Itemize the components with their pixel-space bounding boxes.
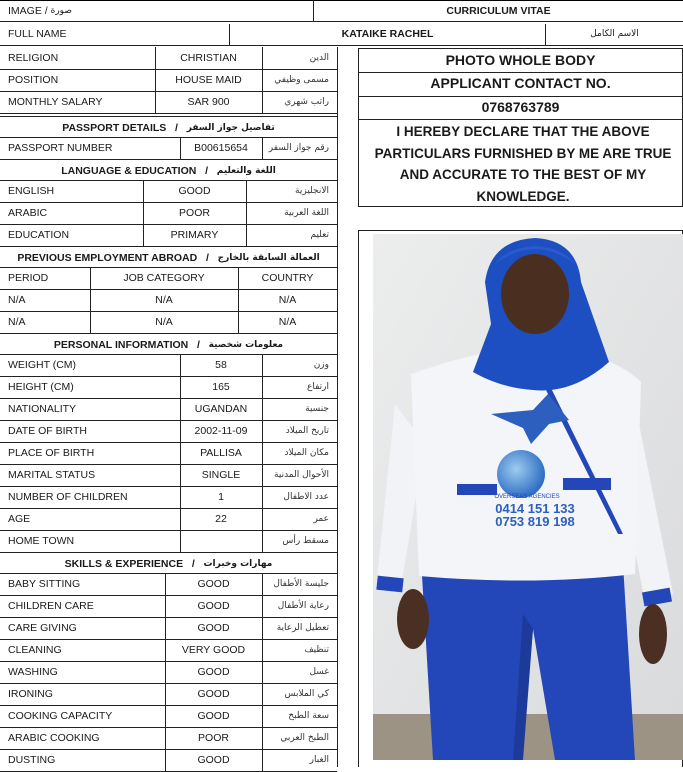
skill-row-label: CLEANING: [8, 644, 62, 656]
language-heading: [0, 161, 337, 180]
skill-row-label-ar: الطبخ العربي: [280, 733, 329, 743]
divider: [262, 573, 263, 595]
personal-row-label: NUMBER OF CHILDREN: [8, 491, 128, 503]
personal-row-label-ar: جنسية: [305, 404, 329, 414]
shirt-phone-2: 0753 819 198: [495, 514, 575, 529]
personal-row-label: PLACE OF BIRTH: [8, 447, 95, 459]
contact-number: 0768763789: [481, 99, 560, 115]
divider: [90, 289, 91, 311]
personal-row-label-ar: تاريخ الميلاد: [285, 426, 329, 436]
employment-heading-ar: العمالة السابقة بالخارج: [217, 252, 320, 263]
divider: [262, 486, 263, 508]
employment-cell: N/A: [278, 316, 297, 328]
skill-row-value: GOOD: [197, 710, 230, 722]
basic-row-label-ar: الدين: [309, 53, 329, 63]
separator: /: [183, 557, 204, 570]
skill-row-label-ar: تنظيف: [304, 645, 329, 655]
divider: [90, 311, 91, 333]
language-row-label: ENGLISH: [8, 185, 55, 197]
skill-row-value: GOOD: [197, 622, 230, 634]
skill-row-label: WASHING: [8, 666, 58, 678]
personal-row-label-ar: الأحوال المدنية: [274, 470, 329, 480]
divider: [165, 639, 166, 661]
divider: [262, 376, 263, 398]
divider: [165, 705, 166, 727]
divider: [262, 595, 263, 617]
basic-row-label: RELIGION: [8, 52, 59, 64]
personal-row-label-ar: مكان الميلاد: [284, 448, 329, 458]
personal-row-label-ar: مسقط رأس: [282, 536, 329, 546]
skill-row-value: POOR: [198, 732, 229, 744]
divider: [0, 116, 337, 117]
divider: [180, 464, 181, 486]
divider: [155, 69, 156, 91]
shirt-side-band-left: [457, 484, 497, 495]
divider: [0, 21, 683, 22]
photo-heading: PHOTO WHOLE BODY: [445, 52, 596, 68]
divider: [155, 47, 156, 69]
divider: [238, 267, 239, 289]
divider: [262, 727, 263, 749]
passport-number-label-ar: رقم جواز السفر: [268, 143, 329, 153]
divider: [143, 180, 144, 202]
divider: [0, 45, 683, 46]
employment-column-header: JOB CATEGORY: [123, 272, 205, 284]
language-row-value: POOR: [179, 207, 210, 219]
full-name-value: KATAIKE RACHEL: [341, 28, 434, 40]
skill-row-label: CHILDREN CARE: [8, 600, 94, 612]
basic-row-label-ar: راتب شهري: [284, 97, 329, 107]
passport-number-value: B00615654: [194, 142, 248, 154]
skill-row-label: ARABIC COOKING: [8, 732, 100, 744]
personal-row-value: SINGLE: [201, 469, 241, 481]
divider: [262, 705, 263, 727]
divider: [0, 333, 337, 334]
divider: [262, 354, 263, 376]
divider: [180, 486, 181, 508]
divider: [262, 420, 263, 442]
personal-heading: [0, 335, 337, 354]
divider: [262, 69, 263, 91]
divider: [180, 442, 181, 464]
employment-cell: N/A: [8, 316, 26, 328]
divider: [0, 552, 337, 553]
personal-row-label-ar: ارتفاع: [306, 382, 329, 392]
skill-row-label: IRONING: [8, 688, 53, 700]
separator: /: [197, 251, 218, 264]
personal-row-label: HOME TOWN: [8, 535, 75, 547]
personal-row-label: DATE OF BIRTH: [8, 425, 87, 437]
personal-row-value: 58: [215, 359, 227, 371]
divider: [165, 617, 166, 639]
image-label-text: IMAGE /: [8, 5, 48, 17]
divider: [155, 91, 156, 113]
basic-row-value: HOUSE MAID: [175, 74, 242, 86]
divider: [246, 224, 247, 246]
skill-row-label: BABY SITTING: [8, 578, 81, 590]
skill-row-label-ar: كي الملابس: [284, 689, 329, 699]
personal-row-label: AGE: [8, 513, 31, 525]
divider: [262, 398, 263, 420]
divider: [262, 442, 263, 464]
divider: [165, 573, 166, 595]
left-cuff: [376, 576, 403, 593]
divider: [180, 398, 181, 420]
personal-row-label: WEIGHT (CM): [8, 359, 77, 371]
skill-row-label-ar: سعة الطبخ: [288, 711, 329, 721]
divider: [143, 202, 144, 224]
language-row-label-ar: تعليم: [310, 230, 329, 240]
personal-row-label-ar: عمر: [313, 514, 329, 524]
language-row-value: PRIMARY: [170, 229, 219, 241]
skill-row-value: GOOD: [197, 578, 230, 590]
personal-row-label: HEIGHT (CM): [8, 381, 74, 393]
basic-row-value: CHRISTIAN: [180, 52, 237, 64]
divider: [262, 47, 263, 69]
contact-box: [358, 48, 683, 120]
employment-cell: N/A: [278, 294, 297, 306]
divider: [262, 749, 263, 771]
contact-heading: APPLICANT CONTACT NO.: [430, 75, 611, 91]
face: [501, 254, 569, 334]
language-row-label: ARABIC: [8, 207, 48, 219]
skill-row-value: VERY GOOD: [181, 644, 246, 656]
skills-heading-text: SKILLS & EXPERIENCE: [64, 557, 184, 570]
divider: [0, 246, 337, 247]
divider: [337, 47, 338, 767]
full-name-label: FULL NAME: [8, 28, 67, 40]
divider: [0, 159, 337, 160]
separator: /: [166, 121, 187, 134]
language-heading-ar: اللغة والتعليم: [216, 165, 276, 176]
divider: [180, 354, 181, 376]
personal-row-value: [180, 530, 262, 552]
employment-cell: N/A: [8, 294, 26, 306]
divider: [262, 464, 263, 486]
personal-row-value: UGANDAN: [194, 403, 248, 415]
personal-row-value: 1: [218, 491, 224, 503]
personal-row-label-ar: عدد الاطفال: [283, 492, 329, 502]
left-hand: [397, 589, 429, 649]
basic-row-label: MONTHLY SALARY: [8, 96, 103, 108]
passport-heading: [0, 118, 337, 137]
divider: [262, 508, 263, 530]
divider: [238, 289, 239, 311]
divider: [165, 595, 166, 617]
separator: /: [196, 164, 217, 177]
personal-row-label-ar: وزن: [313, 360, 329, 370]
declaration-box: [358, 119, 683, 207]
skill-row-label: CARE GIVING: [8, 622, 77, 634]
divider: [262, 91, 263, 113]
divider: [246, 202, 247, 224]
shirt-logo-text: OVERSEAS AGENCIES: [494, 494, 560, 500]
skill-row-label-ar: غسل: [309, 667, 329, 677]
employment-heading: [0, 248, 337, 267]
language-row-value: GOOD: [178, 185, 211, 197]
skill-row-label-ar: الغبار: [309, 755, 329, 765]
applicant-photo: [373, 234, 683, 760]
personal-heading-ar: معلومات شخصية: [208, 339, 284, 350]
divider: [165, 661, 166, 683]
image-label: [0, 1, 313, 21]
personal-row-value: PALLISA: [200, 447, 242, 459]
language-heading-text: LANGUAGE & EDUCATION: [61, 164, 197, 177]
basic-row-value: SAR 900: [187, 96, 230, 108]
language-row-label: EDUCATION: [8, 229, 70, 241]
divider: [180, 530, 181, 552]
divider: [262, 617, 263, 639]
globe-logo: [497, 450, 545, 498]
personal-row-label: MARITAL STATUS: [8, 469, 96, 481]
divider: [180, 508, 181, 530]
employment-cell: N/A: [155, 294, 173, 306]
divider: [143, 224, 144, 246]
skill-row-value: GOOD: [197, 666, 230, 678]
divider: [0, 113, 337, 114]
image-label-ar: صورة: [50, 6, 72, 16]
divider: [165, 683, 166, 705]
floor: [373, 714, 683, 760]
employment-cell: N/A: [155, 316, 173, 328]
shirt-phone-1: 0414 151 133: [495, 501, 575, 516]
divider: [262, 530, 263, 552]
language-row-label-ar: اللغة العربية: [284, 208, 329, 218]
passport-number-label: PASSPORT NUMBER: [8, 142, 113, 154]
skills-heading-ar: مهارات وخبرات: [203, 558, 273, 569]
employment-column-header: PERIOD: [8, 272, 49, 284]
divider: [262, 137, 263, 159]
divider: [262, 639, 263, 661]
divider: [262, 661, 263, 683]
divider: [180, 420, 181, 442]
personal-heading-text: PERSONAL INFORMATION: [53, 338, 189, 351]
full-name-label-ar: الاسم الكامل: [590, 29, 639, 39]
page-title: CURRICULUM VITAE: [446, 5, 551, 17]
skill-row-label: DUSTING: [8, 754, 56, 766]
divider: [165, 749, 166, 771]
divider: [238, 311, 239, 333]
divider: [246, 180, 247, 202]
divider: [90, 267, 91, 289]
basic-row-label-ar: مسمى وظيفي: [274, 75, 329, 85]
language-row-label-ar: الانجليزية: [295, 186, 329, 196]
divider: [165, 727, 166, 749]
skill-row-value: GOOD: [197, 688, 230, 700]
passport-heading-text: PASSPORT DETAILS: [62, 121, 167, 134]
basic-row-label: POSITION: [8, 74, 59, 86]
skill-row-label-ar: تعطيل الرعاية: [276, 623, 329, 633]
divider: [180, 137, 181, 159]
separator: /: [188, 338, 209, 351]
divider: [262, 683, 263, 705]
right-hand: [639, 604, 667, 664]
skill-row-label: COOKING CAPACITY: [8, 710, 113, 722]
employment-column-header: COUNTRY: [261, 272, 314, 284]
shirt-side-band-right: [563, 478, 611, 490]
employment-heading-text: PREVIOUS EMPLOYMENT ABROAD: [17, 251, 198, 264]
personal-row-label: NATIONALITY: [8, 403, 77, 415]
declaration-text: I HEREBY DECLARE THAT THE ABOVE PARTICULARS FURNISHED BY ME ARE TRUE AND ACCURATE TO THE BEST OF MY KNOWLEDGE.: [374, 124, 672, 204]
divider: [180, 376, 181, 398]
personal-row-value: 22: [215, 513, 227, 525]
passport-heading-ar: تفاصيل جواز السفر: [186, 122, 275, 133]
skill-row-label-ar: رعاية الأطفال: [277, 601, 329, 611]
skill-row-value: GOOD: [197, 600, 230, 612]
skills-heading: [0, 554, 337, 573]
skill-row-label-ar: جليسة الأطفال: [273, 579, 329, 589]
skill-row-value: GOOD: [197, 754, 230, 766]
personal-row-value: 2002-11-09: [194, 425, 248, 437]
personal-row-value: 165: [212, 381, 230, 393]
